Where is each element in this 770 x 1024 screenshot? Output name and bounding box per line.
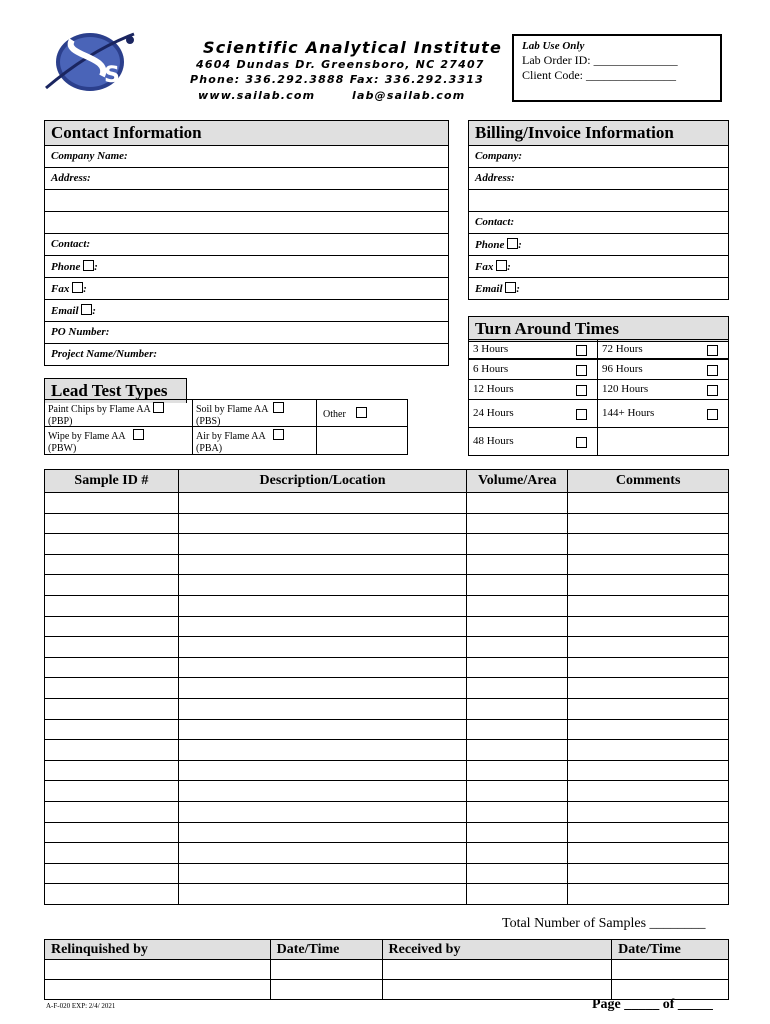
table-cell[interactable] (467, 493, 568, 514)
table-cell[interactable] (178, 678, 467, 699)
lab-order-id[interactable]: Lab Order ID: ______________ (522, 53, 678, 67)
billing-company-label: Company: (475, 150, 523, 162)
table-cell[interactable] (178, 863, 467, 884)
table-cell[interactable] (568, 493, 729, 514)
billing-phone-checkbox[interactable] (507, 238, 518, 249)
table-cell[interactable] (45, 595, 179, 616)
tat-checkbox[interactable] (707, 365, 718, 376)
tat-checkbox[interactable] (707, 409, 718, 420)
table-cell[interactable] (178, 843, 467, 864)
colon: : (507, 261, 511, 273)
table-row[interactable] (45, 740, 729, 761)
tat-label: 12 Hours (473, 383, 514, 395)
table-cell[interactable] (178, 760, 467, 781)
lead-label: Other (323, 409, 346, 420)
lead-label: Wipe by Flame AA (48, 431, 126, 442)
col-comments: Comments (568, 470, 729, 493)
tat-checkbox[interactable] (576, 345, 587, 356)
table-cell[interactable] (467, 698, 568, 719)
billing-phone-field[interactable] (468, 234, 729, 256)
table-cell[interactable] (467, 781, 568, 802)
table-cell[interactable] (178, 513, 467, 534)
table-cell[interactable] (467, 740, 568, 761)
table-cell[interactable] (45, 760, 179, 781)
custody-row[interactable] (45, 960, 729, 980)
form-code: A-F-020 EXP: 2/4/ 2021 (46, 1002, 116, 1010)
billing-section (468, 120, 729, 300)
table-cell[interactable] (568, 575, 729, 596)
table-cell[interactable] (467, 822, 568, 843)
table-cell[interactable] (178, 637, 467, 658)
contact-phone-checkbox[interactable] (83, 260, 94, 271)
table-cell[interactable] (45, 678, 179, 699)
custody-header (45, 940, 729, 960)
contact-person-label: Contact: (51, 238, 91, 250)
tat-option[interactable] (597, 399, 729, 428)
org-website[interactable]: www.sailab.com (198, 89, 316, 102)
tat-label: 48 Hours (473, 435, 514, 447)
contact-title: Contact Information (44, 120, 449, 146)
lab-use-title: Lab Use Only (522, 40, 585, 52)
contact-fax-label: Fax (51, 283, 70, 295)
table-cell[interactable] (568, 678, 729, 699)
lead-label: Soil by Flame AA (196, 404, 268, 415)
billing-address-label: Address: (475, 172, 515, 184)
table-cell[interactable] (178, 657, 467, 678)
table-row[interactable] (45, 637, 729, 658)
billing-address-line2[interactable] (468, 190, 729, 212)
table-cell[interactable] (45, 822, 179, 843)
table-row[interactable] (45, 822, 729, 843)
sai-logo (42, 26, 142, 96)
contact-address-line2[interactable] (44, 190, 449, 212)
table-cell[interactable] (568, 801, 729, 822)
lead-option-pbp[interactable] (44, 399, 193, 427)
table-row[interactable] (45, 760, 729, 781)
table-cell[interactable] (178, 740, 467, 761)
tat-option[interactable] (597, 339, 729, 359)
table-cell[interactable] (178, 884, 467, 905)
sample-table-body (45, 493, 729, 905)
table-cell[interactable] (467, 843, 568, 864)
lead-code: (PBS) (196, 416, 221, 427)
contact-email-checkbox[interactable] (81, 304, 92, 315)
table-cell[interactable] (568, 740, 729, 761)
tat-checkbox[interactable] (576, 437, 587, 448)
colon: : (83, 283, 87, 295)
lead-option-pba[interactable] (192, 426, 317, 455)
billing-email-label: Email (475, 283, 503, 295)
tat-label: 6 Hours (473, 363, 509, 375)
contact-address-line3[interactable] (44, 212, 449, 234)
table-row[interactable] (45, 595, 729, 616)
table-cell[interactable] (178, 534, 467, 555)
table-cell[interactable] (467, 863, 568, 884)
lead-option-pbw[interactable] (44, 426, 193, 455)
table-row[interactable] (45, 719, 729, 740)
contact-phone-label: Phone (51, 261, 81, 273)
table-cell[interactable] (382, 960, 612, 980)
billing-title: Billing/Invoice Information (468, 120, 729, 146)
table-cell[interactable] (178, 698, 467, 719)
tat-checkbox[interactable] (576, 365, 587, 376)
contact-address-label: Address: (51, 172, 91, 184)
table-row[interactable] (45, 554, 729, 575)
logo-text: SAI (104, 63, 142, 88)
table-row[interactable] (45, 678, 729, 699)
lab-use-box (512, 34, 722, 102)
contact-po-field[interactable] (44, 322, 449, 344)
table-cell[interactable] (467, 595, 568, 616)
tat-option[interactable] (468, 427, 598, 456)
contact-phone-field[interactable] (44, 256, 449, 278)
table-cell[interactable] (467, 760, 568, 781)
table-cell[interactable] (568, 863, 729, 884)
lead-checkbox[interactable] (356, 407, 367, 418)
col-date-time-2: Date/Time (612, 940, 729, 960)
sample-table-header (45, 470, 729, 493)
org-email[interactable]: lab@sailab.com (352, 89, 466, 102)
total-samples[interactable]: Total Number of Samples ________ (502, 916, 706, 931)
table-row[interactable] (45, 801, 729, 822)
contact-company-label: Company Name: (51, 150, 128, 162)
tat-option[interactable] (468, 399, 598, 428)
tat-option[interactable] (468, 359, 598, 380)
table-cell[interactable] (178, 719, 467, 740)
tat-option[interactable] (468, 379, 598, 400)
table-cell[interactable] (568, 843, 729, 864)
table-row[interactable] (45, 657, 729, 678)
table-cell[interactable] (45, 980, 271, 1000)
billing-address-field[interactable] (468, 168, 729, 190)
colon: : (518, 239, 522, 251)
table-row[interactable] (45, 698, 729, 719)
table-cell[interactable] (178, 493, 467, 514)
table-cell[interactable] (45, 884, 179, 905)
tat-option[interactable] (468, 339, 598, 359)
tat-label: 3 Hours (473, 343, 509, 355)
table-cell[interactable] (467, 534, 568, 555)
contact-po-label: PO Number: (51, 326, 110, 338)
table-cell[interactable] (45, 657, 179, 678)
lead-grid (44, 399, 408, 455)
billing-company-field[interactable] (468, 146, 729, 168)
lead-option-other[interactable] (316, 399, 408, 427)
colon: : (516, 283, 520, 295)
table-cell[interactable] (467, 554, 568, 575)
billing-contact-label: Contact: (475, 216, 515, 228)
table-row[interactable] (45, 513, 729, 534)
tat-grid (468, 339, 729, 456)
col-sample-id: Sample ID # (45, 470, 179, 493)
tat-checkbox[interactable] (576, 385, 587, 396)
lead-checkbox[interactable] (153, 402, 164, 413)
org-address: 4604 Dundas Dr. Greensboro, NC 27407 (196, 58, 485, 71)
tat-option[interactable] (597, 359, 729, 380)
table-cell[interactable] (568, 884, 729, 905)
table-cell[interactable] (178, 781, 467, 802)
org-name: Scientific Analytical Institute (203, 38, 503, 57)
table-cell[interactable] (568, 637, 729, 658)
billing-phone-label: Phone (475, 239, 505, 251)
table-cell[interactable] (45, 801, 179, 822)
col-relinquished: Relinquished by (45, 940, 271, 960)
table-cell[interactable] (568, 554, 729, 575)
table-cell[interactable] (382, 980, 612, 1000)
table-cell[interactable] (568, 595, 729, 616)
table-row[interactable] (45, 616, 729, 637)
table-row[interactable] (45, 863, 729, 884)
billing-fax-field[interactable] (468, 256, 729, 278)
table-cell[interactable] (467, 719, 568, 740)
contact-project-label: Project Name/Number: (51, 348, 158, 360)
table-cell[interactable] (568, 698, 729, 719)
table-cell[interactable] (178, 575, 467, 596)
contact-section (44, 120, 449, 366)
lead-checkbox[interactable] (133, 429, 144, 440)
table-cell[interactable] (568, 616, 729, 637)
table-cell[interactable] (467, 513, 568, 534)
table-row[interactable] (45, 493, 729, 514)
col-received: Received by (382, 940, 612, 960)
table-cell[interactable] (467, 575, 568, 596)
tat-label: 72 Hours (602, 343, 643, 355)
table-cell[interactable] (178, 801, 467, 822)
tat-label: 24 Hours (473, 407, 514, 419)
sample-table (44, 469, 729, 905)
billing-fax-label: Fax (475, 261, 494, 273)
table-cell[interactable] (467, 678, 568, 699)
table-cell[interactable] (178, 822, 467, 843)
table-cell[interactable] (178, 616, 467, 637)
lead-code: (PBP) (48, 416, 73, 427)
contact-fax-checkbox[interactable] (72, 282, 83, 293)
custody-table (44, 939, 729, 1000)
table-cell[interactable] (45, 616, 179, 637)
table-cell[interactable] (568, 822, 729, 843)
contact-company-field[interactable] (44, 146, 449, 168)
table-cell[interactable] (178, 595, 467, 616)
lead-title: Lead Test Types (44, 378, 187, 403)
billing-contact-field[interactable] (468, 212, 729, 234)
lead-code: (PBA) (196, 443, 223, 454)
table-cell[interactable] (467, 657, 568, 678)
table-row[interactable] (45, 884, 729, 905)
contact-address-field[interactable] (44, 168, 449, 190)
page-number[interactable]: Page _____ of _____ (592, 997, 713, 1012)
table-cell[interactable] (45, 575, 179, 596)
contact-email-label: Email (51, 305, 79, 317)
table-cell[interactable] (467, 616, 568, 637)
table-cell[interactable] (45, 534, 179, 555)
table-cell[interactable] (270, 960, 382, 980)
org-phone-fax: Phone: 336.292.3888 Fax: 336.292.3313 (190, 73, 484, 86)
contact-project-field[interactable] (44, 344, 449, 366)
lead-checkbox[interactable] (273, 429, 284, 440)
table-cell[interactable] (45, 698, 179, 719)
col-date-time-1: Date/Time (270, 940, 382, 960)
table-row[interactable] (45, 781, 729, 802)
tat-checkbox[interactable] (576, 409, 587, 420)
tat-label: 96 Hours (602, 363, 643, 375)
lead-option-pbs[interactable] (192, 399, 317, 427)
col-description: Description/Location (178, 470, 467, 493)
tat-empty-cell (597, 427, 729, 456)
table-cell[interactable] (45, 863, 179, 884)
table-row[interactable] (45, 575, 729, 596)
table-cell[interactable] (178, 554, 467, 575)
table-row[interactable] (45, 843, 729, 864)
table-cell[interactable] (45, 843, 179, 864)
tat-label: 120 Hours (602, 383, 649, 395)
table-cell[interactable] (45, 960, 271, 980)
table-cell[interactable] (467, 637, 568, 658)
table-cell[interactable] (45, 554, 179, 575)
table-cell[interactable] (568, 657, 729, 678)
table-cell[interactable] (467, 884, 568, 905)
colon: : (94, 261, 98, 273)
tat-checkbox[interactable] (707, 385, 718, 396)
contact-person-field[interactable] (44, 234, 449, 256)
table-cell[interactable] (45, 719, 179, 740)
table-cell[interactable] (612, 960, 729, 980)
billing-email-field[interactable] (468, 278, 729, 300)
table-cell[interactable] (270, 980, 382, 1000)
colon: : (92, 305, 96, 317)
table-cell[interactable] (568, 719, 729, 740)
table-cell[interactable] (568, 513, 729, 534)
billing-email-checkbox[interactable] (505, 282, 516, 293)
lead-code: (PBW) (48, 443, 77, 454)
table-cell[interactable] (45, 740, 179, 761)
contact-fax-field[interactable] (44, 278, 449, 300)
lead-label: Air by Flame AA (196, 431, 266, 442)
lead-empty-cell (316, 426, 408, 455)
table-cell[interactable] (45, 493, 179, 514)
col-volume: Volume/Area (467, 470, 568, 493)
tat-label: 144+ Hours (602, 407, 655, 419)
table-cell[interactable] (568, 534, 729, 555)
table-cell[interactable] (45, 513, 179, 534)
table-cell[interactable] (568, 760, 729, 781)
lead-label: Paint Chips by Flame AA (48, 404, 151, 415)
table-cell[interactable] (45, 637, 179, 658)
tat-title: Turn Around Times (468, 316, 729, 342)
billing-fax-checkbox[interactable] (496, 260, 507, 271)
client-code[interactable]: Client Code: _______________ (522, 68, 676, 82)
contact-email-field[interactable] (44, 300, 449, 322)
lead-checkbox[interactable] (273, 402, 284, 413)
table-row[interactable] (45, 534, 729, 555)
table-cell[interactable] (467, 801, 568, 822)
table-cell[interactable] (568, 781, 729, 802)
tat-checkbox[interactable] (707, 345, 718, 356)
tat-option[interactable] (597, 379, 729, 400)
table-cell[interactable] (45, 781, 179, 802)
